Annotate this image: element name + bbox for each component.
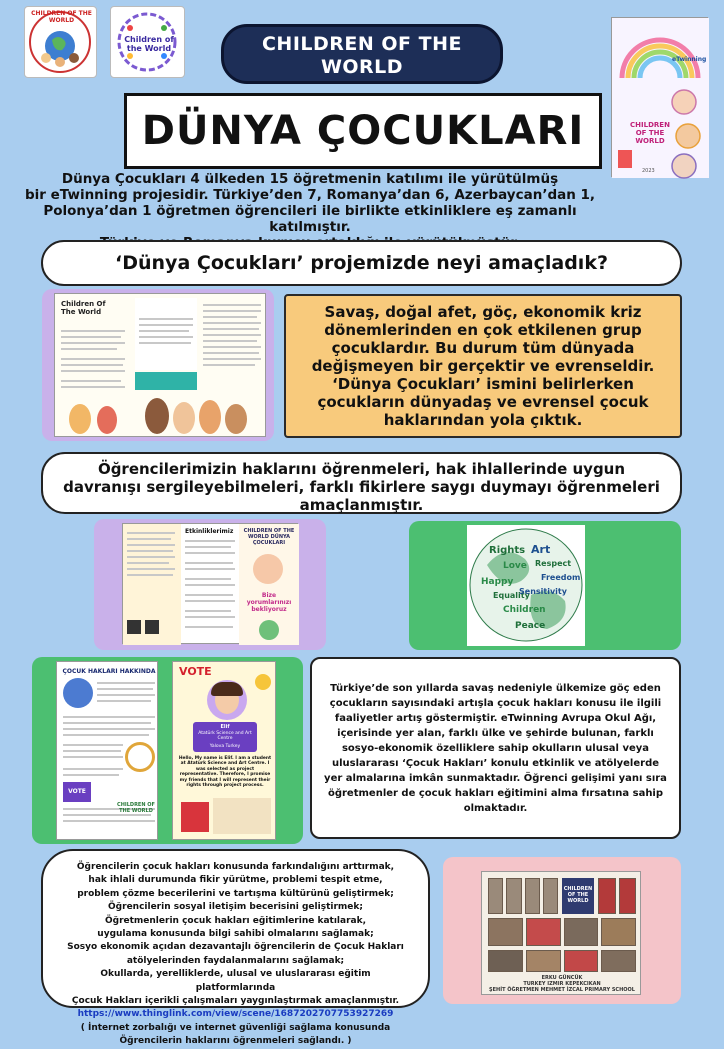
etwinning-description: [310, 657, 681, 839]
vote-name: Elif: [220, 724, 230, 730]
photo-caption-school: ŞEHİT ÖĞRETMEN MEHMET İZCAL PRIMARY SCHOOL: [489, 987, 635, 993]
outcome-line: Sosyo ekonomik açıdan dezavantajlı öğrencilerin de Çocuk Hakları: [67, 942, 404, 953]
board-text: CHILDREN OF THE WORLD: [563, 886, 593, 904]
flyer-title: Children Of The World: [61, 300, 106, 316]
aim-question: ‘Dünya Çocukları’ projemizde neyi amaçladık?: [41, 240, 682, 286]
wordcloud-word: Rights: [489, 545, 526, 556]
outcome-line: problem çözme becerilerini ve tartışma kültürünü geliştirmek;: [77, 888, 394, 899]
rights-panel: [32, 657, 303, 844]
outcome-line: uygulama konusunda bilgi sahibi olmalarını sağlamak;: [97, 929, 374, 940]
child-figure-icon: [225, 404, 247, 434]
globe-icon: [63, 678, 93, 708]
project-cover-image: [611, 17, 708, 177]
globe-icon: [259, 620, 279, 640]
vote-title: VOTE: [179, 665, 212, 678]
classroom-photo: [488, 878, 503, 914]
brochure-panel: [94, 519, 326, 650]
qr-code-icon: [127, 620, 141, 634]
outcome-line: hak ihlali durumunda fikir yürütme, problemi tespit etme,: [88, 875, 383, 886]
classroom-photo: [543, 878, 558, 914]
child-figure-icon: [97, 406, 117, 434]
outcome-footer-line: ( İnternet zorbalığı ve internet güvenliği sağlama konusunda: [80, 1022, 391, 1033]
cover-brand: eTwinning: [672, 56, 707, 63]
goal-statement-text: Öğrencilerimizin haklarını öğrenmeleri, hak ihlallerinde uygun davranışı sergileyebilmeleri, farklı fikirlere saygı duymayı öğrenmeleri amaçlanmıştır.: [63, 460, 660, 514]
brochure-image: [122, 523, 298, 644]
logo-right-text: Children of the World: [124, 35, 174, 53]
project-logo-left: [24, 6, 97, 78]
brochure-right-title: CHILDREN OF THE WORLD DÜNYA ÇOCUKLARI: [243, 528, 295, 546]
children-ring-icon: [125, 742, 155, 772]
classroom-photo: [598, 878, 616, 914]
board-poster: [562, 878, 594, 914]
wordcloud-word: Happy: [481, 577, 514, 587]
rights-heading: ÇOCUK HAKLARI HAKKINDA: [62, 668, 156, 675]
header-title-english: CHILDREN OF THE WORLD: [221, 24, 503, 84]
wordcloud-word: Equality: [493, 591, 530, 600]
rainbow-illustration-icon: [612, 18, 709, 178]
aim-statement-text: Savaş, doğal afet, göç, ekonomik kriz dönemlerinden en çok etkilenen grup çocuklardır. Bu durum tüm dünyada değişmeyen bir gerçektir ve evrenseldir. ‘Dünya Çocukları’ ismini belirlerken çocukların dünyadaş ve evrensel çocuk haklarından yola çıktık.: [311, 303, 655, 429]
wordcloud-image: [467, 525, 585, 646]
student-avatar: [207, 680, 247, 720]
vote-poster-image: [172, 661, 276, 840]
outcome-footer-line: Öğrencilerin haklarını öğrenmeleri sağlandı. ): [119, 1036, 352, 1047]
outcome-line: atölyelerinden faydalanmalarını sağlamak;: [126, 955, 345, 966]
outcome-line: Okullarda, yerelliklerde, ulusal ve uluslararası eğitim platformlarında: [100, 969, 371, 993]
rights-logo: CHILDREN OF THE WORLD: [117, 802, 155, 814]
wordcloud-word: Peace: [515, 621, 546, 631]
goal-statement: [41, 452, 682, 514]
outcomes-box: [41, 849, 430, 1047]
wordcloud-word: Children: [503, 605, 546, 615]
child-figure-icon: [199, 400, 221, 434]
classroom-photo: [601, 950, 636, 972]
brochure-cta: Bize yorumlarınızı bekliyoruz: [246, 592, 292, 613]
classroom-photo: [564, 918, 599, 946]
classroom-photo: [506, 878, 521, 914]
thinglink-link[interactable]: https://www.thinglink.com/view/scene/1687202707753927269: [77, 1009, 394, 1020]
outcome-line: Öğrencilerin çocuk hakları konusunda farkındalığını arttırmak,: [76, 862, 395, 872]
child-figure-icon: [69, 404, 91, 434]
wordcloud-word: Art: [531, 543, 551, 556]
classroom-photo: [601, 918, 636, 946]
classroom-photo-collage: [481, 871, 641, 995]
flyer-panel: [42, 289, 274, 441]
sun-icon: [255, 674, 271, 690]
flyer-image: [54, 293, 266, 437]
cover-title: CHILDREN OF THE WORLD: [630, 121, 670, 145]
classroom-photo: [526, 918, 561, 946]
intro-line: bir eTwinning projesidir. Türkiye’den 7, Romanya’dan 6, Azerbaycan’dan 1,: [24, 187, 596, 203]
vote-text: Hello, My name is Elif. I am a student at Atatürk Science and Art Centre. I was selected as project representative. Therefore, I promise my friends that I will represent their rights through project process.: [178, 756, 272, 789]
photo-caption-location: TURKEY IZMIR KEPEKCIKAN: [523, 981, 601, 987]
logo-left-text: CHILDREN OF THE WORLD: [31, 10, 92, 24]
classroom-photo: [526, 950, 561, 972]
outcome-line: Çocuk Hakları içerikli çalışmaları yaygınlaştırmak amaçlanmıştır.: [71, 996, 400, 1007]
photo-panel: [443, 857, 681, 1004]
intro-line: Polonya’dan 1 öğretmen öğrencileri ile birlikte etkinliklere eş zamanlı katılmıştır.: [43, 203, 577, 235]
wordcloud-word: Sensitivity: [519, 587, 567, 596]
wordcloud-word: Respect: [535, 559, 572, 568]
page-title: DÜNYA ÇOCUKLARI: [124, 93, 602, 169]
classroom-photo: [564, 950, 599, 972]
brochure-heading: Etkinliklerimiz: [185, 528, 234, 535]
wordcloud-word: Freedom: [541, 573, 581, 582]
rights-handout-image: [56, 661, 158, 840]
child-figure-icon: [173, 402, 195, 434]
vote-city: Yalova Turkey: [209, 744, 241, 749]
classroom-photo: [488, 918, 523, 946]
classroom-photo: [488, 950, 523, 972]
photo-caption-name: ERKU GÜNCÜK: [541, 975, 583, 981]
cover-year: 2023: [642, 168, 655, 174]
project-logo-right: [110, 6, 185, 78]
etwinning-text: Türkiye’de son yıllarda savaş nedeniyle ülkemize göç eden çocukların sayısındaki artışla çocuk hakları konusu ile ilgili faaliyetler artış göstermiştir. eTwinning Avrupa Okul Ağı, içerisinde yer alan, farklı ülke ve şehirde bulunan, farklı sosyo-ekonomik özelliklere sahip okulların ulusal veya uluslararası ‘Çocuk Hakları’ konulu etkinlik ve atölyelerde yer almalarına imkân sunmaktadır. Öğrenci gelişimi yanı sıra öğretmenler de çocuk hakları eğitimini alma fırsatına sahip olmaktadır.: [324, 682, 667, 814]
child-figure-icon: [145, 398, 169, 434]
aim-statement: [284, 294, 682, 438]
classroom-photo: [619, 878, 637, 914]
intro-line: Dünya Çocukları 4 ülkeden 15 öğretmenin katılımı ile yürütülmüş: [61, 171, 559, 187]
qr-code-icon: [145, 620, 159, 634]
wordcloud-word: Love: [503, 561, 527, 571]
outcome-line: Öğrencilerin sosyal iletişim becerisini geliştirmek;: [108, 902, 363, 913]
vote-box-icon: VOTE: [63, 782, 91, 802]
ballot-box-icon: [181, 802, 209, 832]
child-figure-icon: [253, 554, 283, 584]
classroom-photo: [525, 878, 540, 914]
vote-school: Atatürk Science and Art Centre: [198, 731, 252, 741]
wordcloud-panel: [409, 521, 681, 650]
project-intro: [20, 171, 600, 251]
outcome-line: Öğretmenlerin çocuk hakları eğitimlerine katılarak,: [104, 915, 366, 926]
